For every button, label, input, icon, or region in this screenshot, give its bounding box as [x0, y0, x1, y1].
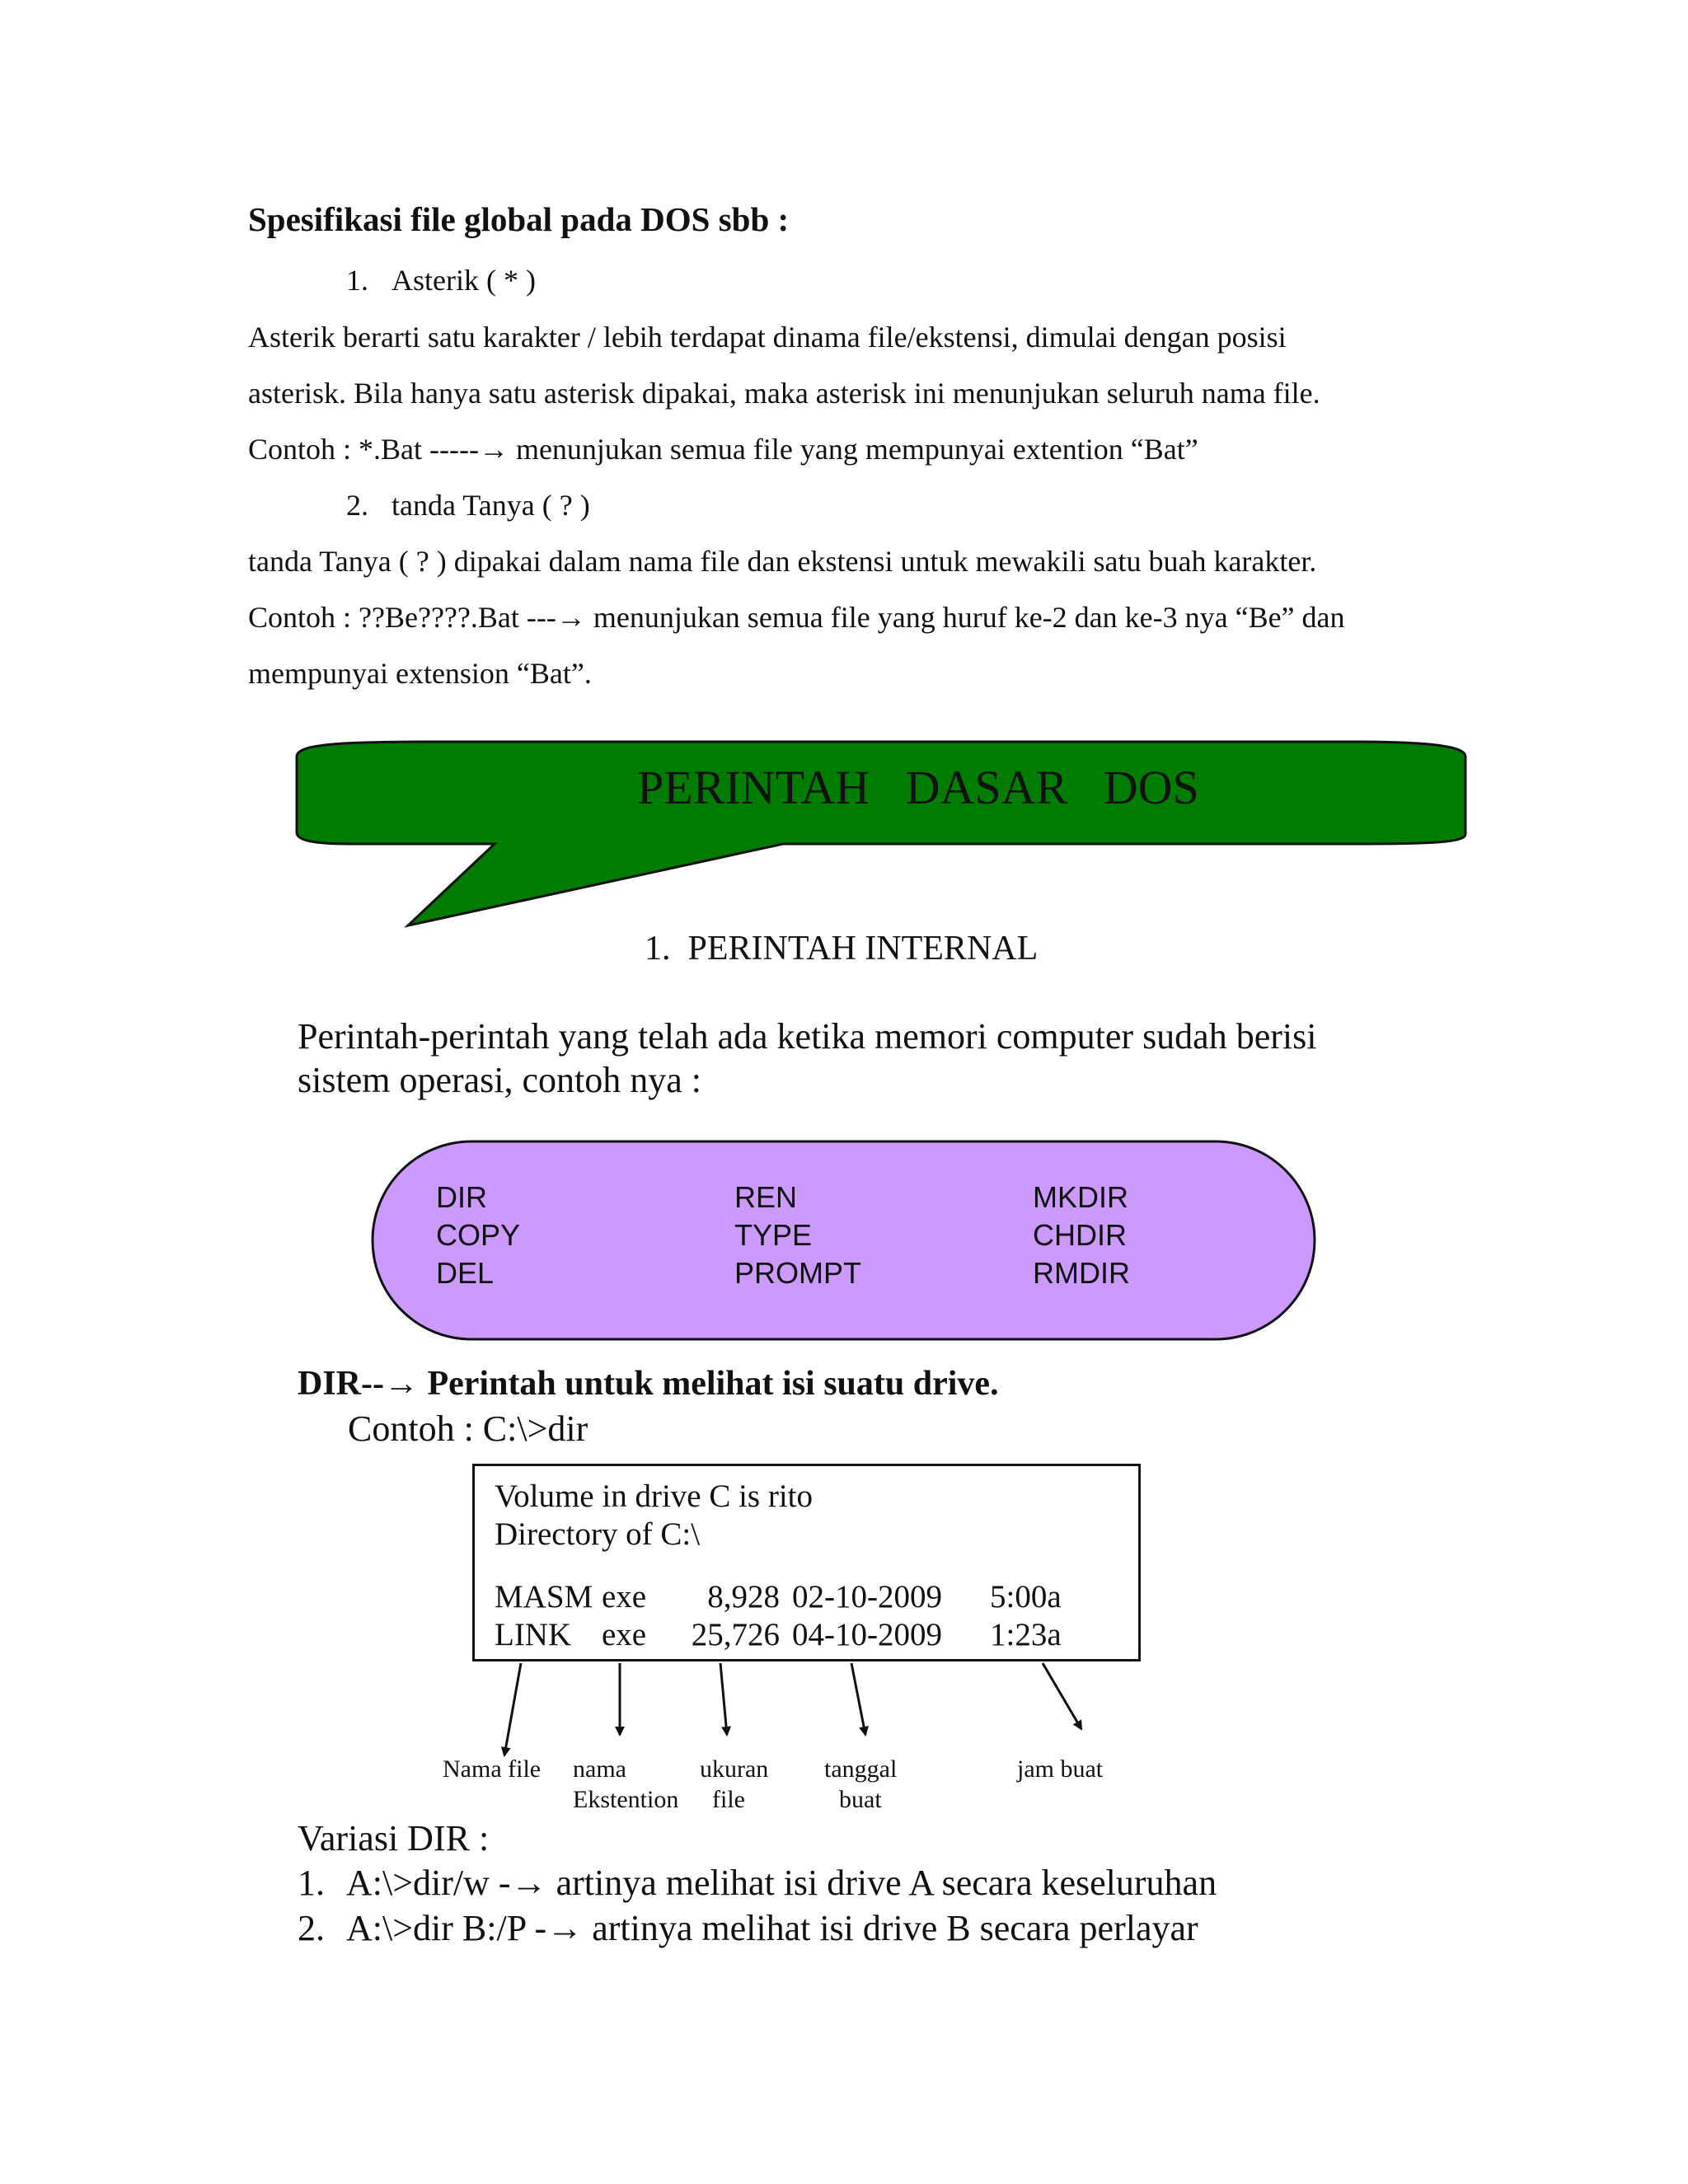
label-ukuran-1: ukuran	[700, 1755, 769, 1783]
example-line	[248, 432, 1198, 466]
command-item: DIR	[436, 1180, 487, 1214]
variasi-number: 1.	[298, 1863, 325, 1903]
arrow-ukuran	[720, 1663, 727, 1735]
command-column-1	[436, 1179, 520, 1292]
arrow-icon: →	[510, 1863, 547, 1903]
example-text: menunjukan semua file yang mempunyai extention “Bat”	[508, 433, 1198, 466]
variasi-item	[298, 1862, 1217, 1904]
command-item: TYPE	[734, 1218, 813, 1252]
list-label: tanda Tanya ( ? )	[392, 489, 590, 522]
paragraph-line: asterisk. Bila hanya satu asterisk dipakai, maka asterisk ini menunjukan seluruh nama file.	[248, 377, 1320, 410]
file-time: 5:00a	[990, 1579, 1062, 1615]
file-size: 8,928	[707, 1579, 780, 1615]
file-size: 25,726	[691, 1617, 780, 1652]
dir-example: Contoh : C:\>dir	[348, 1408, 588, 1449]
section-title: 1. PERINTAH INTERNAL	[645, 930, 1039, 968]
file-date: 02-10-2009	[792, 1579, 942, 1615]
command-item: REN	[734, 1180, 798, 1214]
command-item: PROMPT	[734, 1256, 862, 1290]
list-number: 1.	[346, 264, 368, 297]
list-item-tanda-tanya	[346, 488, 590, 523]
intro-line: sistem operasi, contoh nya :	[298, 1060, 702, 1100]
example-text: menunjukan semua file yang huruf ke-2 dan ke-3 nya “Be” dan	[585, 601, 1345, 634]
dir-heading-prefix: DIR--	[298, 1365, 384, 1403]
list-number: 2.	[346, 489, 368, 522]
arrow-icon: →	[383, 1365, 419, 1403]
arrow-icon: →	[546, 1908, 584, 1948]
list-label: Asterik ( * )	[392, 264, 536, 297]
file-time: 1:23a	[990, 1617, 1062, 1652]
file-ext: exe	[602, 1579, 647, 1615]
directory-line: Directory of C:\	[495, 1516, 701, 1552]
file-name: LINK	[495, 1617, 572, 1652]
arrow-jam	[1043, 1663, 1081, 1729]
label-ukuran-2: file	[712, 1786, 745, 1813]
command-item: COPY	[436, 1218, 521, 1252]
arrow-tanggal	[851, 1663, 865, 1735]
volume-line: Volume in drive C is rito	[495, 1479, 814, 1514]
variasi-title: Variasi DIR :	[298, 1818, 490, 1858]
example-prefix: Contoh : ??Be????.Bat ---	[248, 601, 556, 634]
label-tanggal-2: buat	[839, 1786, 882, 1813]
variasi-item	[298, 1907, 1198, 1949]
paragraph-line: tanda Tanya ( ? ) dipakai dalam nama file dan ekstensi untuk mewakili satu buah karakter.	[248, 545, 1317, 578]
variasi-desc: artinya melihat isi drive B secara perlayar	[583, 1908, 1198, 1948]
intro-line: Perintah-perintah yang telah ada ketika memori computer sudah berisi	[298, 1016, 1317, 1057]
variasi-command: A:\>dir/w -	[346, 1863, 511, 1903]
dir-heading	[298, 1364, 999, 1404]
arrow-icon: →	[556, 601, 586, 634]
example-prefix: Contoh : *.Bat -----	[248, 433, 479, 466]
label-nama-file: Nama file	[443, 1755, 542, 1783]
label-nama-ext-2: Ekstention	[573, 1786, 679, 1813]
label-tanggal-1: tanggal	[824, 1755, 898, 1783]
file-date: 04-10-2009	[792, 1617, 942, 1652]
command-item: RMDIR	[1033, 1256, 1130, 1290]
callout-title: PERINTAH DASAR DOS	[637, 761, 1199, 814]
command-item: CHDIR	[1033, 1218, 1127, 1252]
paragraph-line: Asterik berarti satu karakter / lebih terdapat dinama file/ekstensi, dimulai dengan posisi	[248, 321, 1287, 354]
paragraph-line: mempunyai extension “Bat”.	[248, 657, 592, 690]
example-line	[248, 600, 1345, 635]
command-item: DEL	[436, 1256, 495, 1290]
arrow-icon: →	[478, 433, 509, 466]
file-name: MASM	[495, 1579, 593, 1615]
dir-output-box	[472, 1464, 1141, 1661]
page-heading: Spesifikasi file global pada DOS sbb :	[248, 200, 790, 238]
file-ext: exe	[602, 1617, 647, 1652]
variasi-desc: artinya melihat isi drive A secara keseluruhan	[546, 1863, 1217, 1903]
command-column-2	[734, 1179, 861, 1292]
command-column-3	[1033, 1179, 1130, 1292]
variasi-number: 2.	[298, 1908, 325, 1948]
dir-heading-text: Perintah untuk melihat isi suatu drive.	[418, 1365, 999, 1403]
variasi-command: A:\>dir B:/P -	[346, 1908, 547, 1948]
list-item-asterik	[346, 263, 536, 298]
command-item: MKDIR	[1033, 1180, 1128, 1214]
label-nama-ext-1: nama	[573, 1755, 626, 1783]
arrow-nama-file	[504, 1663, 521, 1755]
label-jam-buat: jam buat	[1017, 1755, 1104, 1783]
